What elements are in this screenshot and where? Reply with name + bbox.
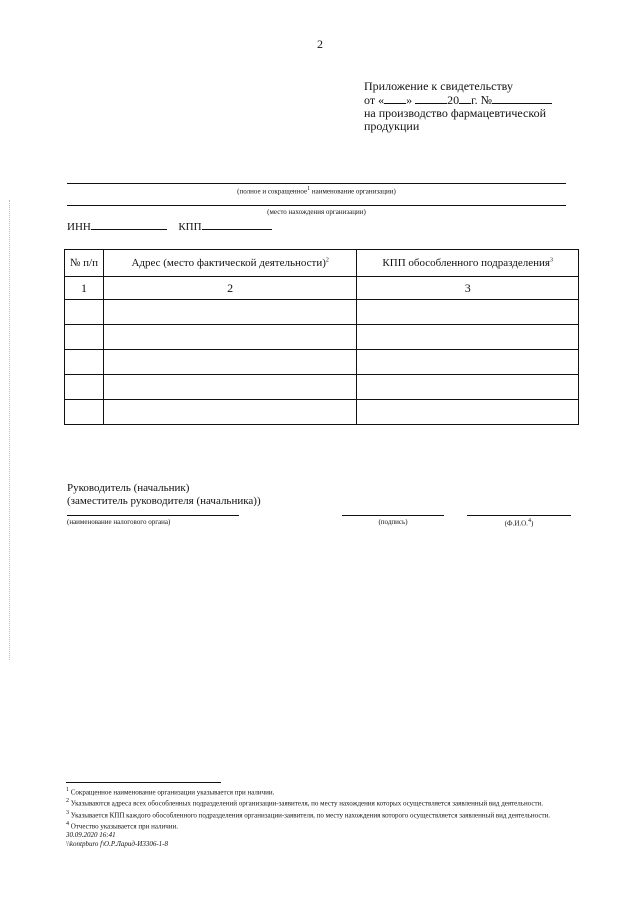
table-cell[interactable]: [65, 375, 104, 400]
signature-caption: (подпись): [378, 518, 408, 526]
table-cell[interactable]: [103, 400, 356, 425]
col-number-1: 1: [65, 277, 104, 300]
footnote-separator: [66, 782, 221, 783]
table-row: [65, 300, 579, 325]
footnote-3: $^3$ Указывается КПП каждого обособленного подразделения организации-заявителя, по месту нахождения которого осуществляется заявленный вид деятельности.: [66, 809, 551, 819]
footnotes: [66, 786, 596, 849]
appendix-line-3: на производство фармацевтической: [364, 106, 546, 120]
org-name-line: [67, 183, 566, 184]
table-cell[interactable]: [357, 325, 579, 350]
signature-line: [342, 515, 444, 516]
table-number-row: [65, 277, 579, 300]
table-row: [65, 350, 579, 375]
scan-margin: [9, 200, 11, 660]
table-cell[interactable]: [65, 350, 104, 375]
table-cell[interactable]: [65, 300, 104, 325]
table-row: [65, 325, 579, 350]
appendix-line-2: от « » 20 г. №: [364, 93, 552, 107]
col-number-2: 2: [103, 277, 356, 300]
appendix-line-4: продукции: [364, 119, 420, 133]
table-cell[interactable]: [103, 350, 356, 375]
table-row: [65, 400, 579, 425]
footnote-1: $^1$ Сокращенное наименование организации указывается при наличии.: [66, 787, 275, 797]
file-path: \\kontpburo f\О.Р.Ларид-И3306-1-8: [66, 840, 169, 849]
page-number: 2: [317, 37, 323, 51]
table-cell[interactable]: [357, 350, 579, 375]
org-location-caption: (место нахождения организации): [267, 208, 366, 216]
signatory-title: Руководитель (начальник): [67, 482, 190, 494]
table-cell[interactable]: [357, 375, 579, 400]
inn-kpp-row: [67, 219, 272, 233]
fio-caption: (Ф.И.О.$^4$): [504, 518, 534, 528]
fio-line: [467, 515, 571, 516]
print-timestamp: 30.09.2020 16:41: [66, 831, 116, 840]
header-address: Адрес (место фактической деятельности)$^2$: [103, 250, 356, 277]
table-cell[interactable]: [357, 300, 579, 325]
authority-line: [67, 515, 239, 516]
kpp-field: [202, 219, 272, 230]
org-location-line: [67, 205, 566, 206]
header-kpp: КПП обособленного подразделения$^3$: [357, 250, 579, 277]
table-cell[interactable]: [103, 300, 356, 325]
table-cell[interactable]: [103, 375, 356, 400]
inn-field: [91, 219, 167, 230]
kpp-label: КПП: [178, 221, 202, 233]
col-number-3: 3: [357, 277, 579, 300]
signatory-block: [67, 482, 261, 508]
signatory-deputy: (заместитель руководителя (начальника)): [67, 495, 261, 507]
table-row: [65, 375, 579, 400]
header-number: № п/п: [65, 250, 104, 277]
appendix-line-1: Приложение к свидетельству: [364, 79, 513, 93]
org-name-caption: (полное и сокращенное$^1$ наименование организации): [237, 186, 396, 196]
appendix-header: [364, 80, 552, 133]
table-header-row: [65, 250, 579, 277]
table-cell[interactable]: [103, 325, 356, 350]
footnote-2: $^2$ Указываются адреса всех обособленных подразделений организации-заявителя, по месту нахождения которых осуществляется заявленный вид деятельности.: [66, 798, 544, 808]
table-cell[interactable]: [357, 400, 579, 425]
table-cell[interactable]: [65, 400, 104, 425]
subdivisions-table: [64, 249, 579, 425]
inn-label: ИНН: [67, 221, 91, 233]
footnote-4: $^4$ Отчество указывается при наличии.: [66, 820, 179, 831]
table-cell[interactable]: [65, 325, 104, 350]
authority-caption: (наименование налогового органа): [67, 518, 171, 526]
